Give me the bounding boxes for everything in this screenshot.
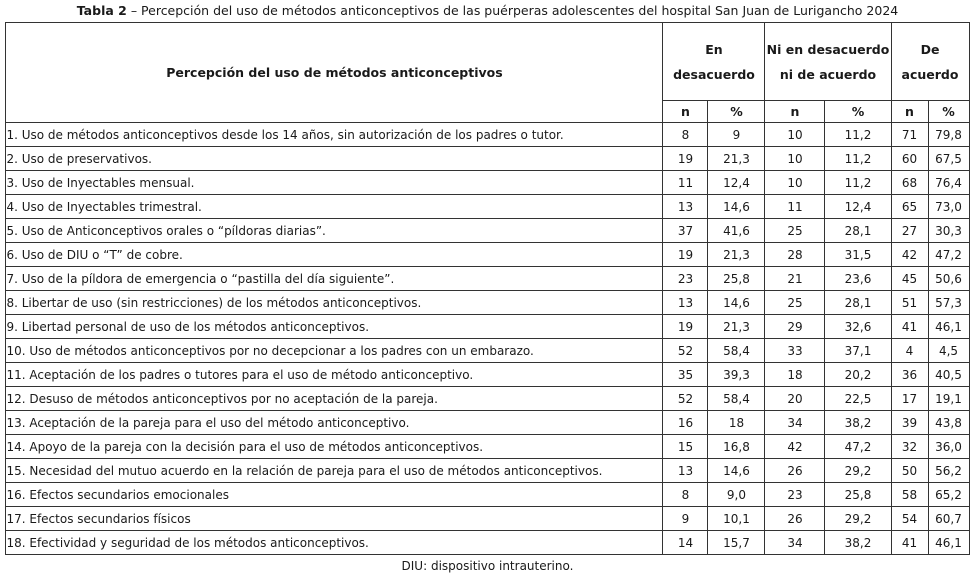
table-row bbox=[6, 195, 969, 219]
cell-value: 41,6 bbox=[708, 219, 765, 243]
cell-value: 21 bbox=[765, 267, 825, 291]
table-row bbox=[6, 171, 969, 195]
cell-value: 32,6 bbox=[825, 315, 891, 339]
subheader-n: n bbox=[891, 101, 928, 123]
cell-value: 47,2 bbox=[928, 243, 969, 267]
table-row bbox=[6, 387, 969, 411]
cell-value: 10 bbox=[765, 171, 825, 195]
cell-value: 20 bbox=[765, 387, 825, 411]
cell-value: 9 bbox=[663, 507, 708, 531]
cell-value: 46,1 bbox=[928, 315, 969, 339]
cell-value: 71 bbox=[891, 123, 928, 147]
table-row bbox=[6, 219, 969, 243]
row-label: 2. Uso de preservativos. bbox=[6, 147, 663, 171]
perception-table bbox=[5, 22, 969, 555]
cell-value: 28,1 bbox=[825, 219, 891, 243]
cell-value: 65 bbox=[891, 195, 928, 219]
cell-value: 21,3 bbox=[708, 147, 765, 171]
cell-value: 15,7 bbox=[708, 531, 765, 555]
cell-value: 28 bbox=[765, 243, 825, 267]
table-title bbox=[0, 3, 975, 18]
table-row bbox=[6, 315, 969, 339]
cell-value: 23,6 bbox=[825, 267, 891, 291]
cell-value: 60,7 bbox=[928, 507, 969, 531]
cell-value: 57,3 bbox=[928, 291, 969, 315]
cell-value: 4,5 bbox=[928, 339, 969, 363]
cell-value: 10,1 bbox=[708, 507, 765, 531]
cell-value: 39 bbox=[891, 411, 928, 435]
subheader-pct: % bbox=[708, 101, 765, 123]
cell-value: 14,6 bbox=[708, 195, 765, 219]
cell-value: 16 bbox=[663, 411, 708, 435]
cell-value: 8 bbox=[663, 123, 708, 147]
row-label: 17. Efectos secundarios físicos bbox=[6, 507, 663, 531]
table-body bbox=[6, 123, 969, 555]
row-label: 12. Desuso de métodos anticonceptivos por no aceptación de la pareja. bbox=[6, 387, 663, 411]
cell-value: 34 bbox=[765, 531, 825, 555]
row-label: 8. Libertar de uso (sin restricciones) de los métodos anticonceptivos. bbox=[6, 291, 663, 315]
row-label: 15. Necesidad del mutuo acuerdo en la relación de pareja para el uso de métodos anticonceptivos. bbox=[6, 459, 663, 483]
cell-value: 12,4 bbox=[825, 195, 891, 219]
cell-value: 41 bbox=[891, 315, 928, 339]
table-footnote: DIU: dispositivo intrauterino. bbox=[401, 559, 574, 573]
group-header-de-acuerdo: De acuerdo bbox=[891, 23, 969, 101]
cell-value: 33 bbox=[765, 339, 825, 363]
table-row bbox=[6, 459, 969, 483]
cell-value: 26 bbox=[765, 459, 825, 483]
table-title-label: Tabla 2 bbox=[76, 3, 127, 18]
table-row bbox=[6, 411, 969, 435]
cell-value: 8 bbox=[663, 483, 708, 507]
cell-value: 22,5 bbox=[825, 387, 891, 411]
cell-value: 37 bbox=[663, 219, 708, 243]
table-header bbox=[6, 23, 969, 123]
subheader-n: n bbox=[765, 101, 825, 123]
cell-value: 20,2 bbox=[825, 363, 891, 387]
cell-value: 12,4 bbox=[708, 171, 765, 195]
row-label: 3. Uso de Inyectables mensual. bbox=[6, 171, 663, 195]
cell-value: 11,2 bbox=[825, 147, 891, 171]
cell-value: 67,5 bbox=[928, 147, 969, 171]
cell-value: 45 bbox=[891, 267, 928, 291]
row-label: 13. Aceptación de la pareja para el uso del método anticonceptivo. bbox=[6, 411, 663, 435]
table-row bbox=[6, 507, 969, 531]
group-header-ni-en-desacuerdo-ni-de-acuerdo: Ni en desacuerdo ni de acuerdo bbox=[765, 23, 891, 101]
table-row bbox=[6, 147, 969, 171]
cell-value: 11 bbox=[765, 195, 825, 219]
cell-value: 10 bbox=[765, 147, 825, 171]
cell-value: 79,8 bbox=[928, 123, 969, 147]
cell-value: 41 bbox=[891, 531, 928, 555]
cell-value: 38,2 bbox=[825, 531, 891, 555]
cell-value: 43,8 bbox=[928, 411, 969, 435]
cell-value: 31,5 bbox=[825, 243, 891, 267]
cell-value: 14,6 bbox=[708, 459, 765, 483]
cell-value: 76,4 bbox=[928, 171, 969, 195]
subheader-pct: % bbox=[928, 101, 969, 123]
cell-value: 28,1 bbox=[825, 291, 891, 315]
row-label: 16. Efectos secundarios emocionales bbox=[6, 483, 663, 507]
group-header-en-desacuerdo: En desacuerdo bbox=[663, 23, 765, 101]
cell-value: 37,1 bbox=[825, 339, 891, 363]
cell-value: 36 bbox=[891, 363, 928, 387]
row-label: 9. Libertad personal de uso de los métodos anticonceptivos. bbox=[6, 315, 663, 339]
cell-value: 18 bbox=[765, 363, 825, 387]
subheader-pct: % bbox=[825, 101, 891, 123]
cell-value: 52 bbox=[663, 339, 708, 363]
cell-value: 14,6 bbox=[708, 291, 765, 315]
cell-value: 13 bbox=[663, 459, 708, 483]
cell-value: 39,3 bbox=[708, 363, 765, 387]
cell-value: 29 bbox=[765, 315, 825, 339]
cell-value: 25 bbox=[765, 219, 825, 243]
group-header-row bbox=[6, 23, 969, 101]
row-label: 14. Apoyo de la pareja con la decisión para el uso de métodos anticonceptivos. bbox=[6, 435, 663, 459]
cell-value: 42 bbox=[891, 243, 928, 267]
cell-value: 65,2 bbox=[928, 483, 969, 507]
cell-value: 52 bbox=[663, 387, 708, 411]
cell-value: 11 bbox=[663, 171, 708, 195]
cell-value: 9 bbox=[708, 123, 765, 147]
cell-value: 36,0 bbox=[928, 435, 969, 459]
cell-value: 19 bbox=[663, 315, 708, 339]
table-row bbox=[6, 531, 969, 555]
cell-value: 58 bbox=[891, 483, 928, 507]
cell-value: 11,2 bbox=[825, 171, 891, 195]
cell-value: 68 bbox=[891, 171, 928, 195]
table-row bbox=[6, 483, 969, 507]
cell-value: 73,0 bbox=[928, 195, 969, 219]
row-label: 6. Uso de DIU o “T” de cobre. bbox=[6, 243, 663, 267]
cell-value: 60 bbox=[891, 147, 928, 171]
cell-value: 19 bbox=[663, 147, 708, 171]
cell-value: 29,2 bbox=[825, 459, 891, 483]
cell-value: 21,3 bbox=[708, 243, 765, 267]
cell-value: 38,2 bbox=[825, 411, 891, 435]
cell-value: 10 bbox=[765, 123, 825, 147]
cell-value: 21,3 bbox=[708, 315, 765, 339]
cell-value: 30,3 bbox=[928, 219, 969, 243]
table-row bbox=[6, 123, 969, 147]
cell-value: 27 bbox=[891, 219, 928, 243]
cell-value: 29,2 bbox=[825, 507, 891, 531]
cell-value: 42 bbox=[765, 435, 825, 459]
cell-value: 19 bbox=[663, 243, 708, 267]
cell-value: 58,4 bbox=[708, 339, 765, 363]
row-label: 7. Uso de la píldora de emergencia o “pastilla del día siguiente”. bbox=[6, 267, 663, 291]
cell-value: 54 bbox=[891, 507, 928, 531]
cell-value: 32 bbox=[891, 435, 928, 459]
cell-value: 18 bbox=[708, 411, 765, 435]
cell-value: 56,2 bbox=[928, 459, 969, 483]
table-row bbox=[6, 291, 969, 315]
cell-value: 50,6 bbox=[928, 267, 969, 291]
cell-value: 25,8 bbox=[825, 483, 891, 507]
cell-value: 58,4 bbox=[708, 387, 765, 411]
row-label: 1. Uso de métodos anticonceptivos desde los 14 años, sin autorización de los padres o tutor. bbox=[6, 123, 663, 147]
table-row bbox=[6, 435, 969, 459]
row-label: 18. Efectividad y seguridad de los métodos anticonceptivos. bbox=[6, 531, 663, 555]
cell-value: 35 bbox=[663, 363, 708, 387]
cell-value: 9,0 bbox=[708, 483, 765, 507]
table-row bbox=[6, 267, 969, 291]
cell-value: 26 bbox=[765, 507, 825, 531]
row-label: 10. Uso de métodos anticonceptivos por no decepcionar a los padres con un embarazo. bbox=[6, 339, 663, 363]
cell-value: 19,1 bbox=[928, 387, 969, 411]
table-row bbox=[6, 243, 969, 267]
cell-value: 23 bbox=[765, 483, 825, 507]
cell-value: 50 bbox=[891, 459, 928, 483]
column-header-perception: Percepción del uso de métodos anticonceptivos bbox=[6, 23, 663, 123]
cell-value: 13 bbox=[663, 195, 708, 219]
cell-value: 46,1 bbox=[928, 531, 969, 555]
cell-value: 25,8 bbox=[708, 267, 765, 291]
cell-value: 11,2 bbox=[825, 123, 891, 147]
table-title-text: – Percepción del uso de métodos anticonceptivos de las puérperas adolescentes del hospital San Juan de Lurigancho 2024 bbox=[126, 3, 899, 18]
row-label: 5. Uso de Anticonceptivos orales o “píldoras diarias”. bbox=[6, 219, 663, 243]
row-label: 4. Uso de Inyectables trimestral. bbox=[6, 195, 663, 219]
row-label: 11. Aceptación de los padres o tutores para el uso de método anticonceptivo. bbox=[6, 363, 663, 387]
cell-value: 13 bbox=[663, 291, 708, 315]
cell-value: 25 bbox=[765, 291, 825, 315]
cell-value: 17 bbox=[891, 387, 928, 411]
cell-value: 4 bbox=[891, 339, 928, 363]
cell-value: 34 bbox=[765, 411, 825, 435]
cell-value: 47,2 bbox=[825, 435, 891, 459]
cell-value: 51 bbox=[891, 291, 928, 315]
cell-value: 14 bbox=[663, 531, 708, 555]
cell-value: 16,8 bbox=[708, 435, 765, 459]
table-row bbox=[6, 363, 969, 387]
subheader-n: n bbox=[663, 101, 708, 123]
table-row bbox=[6, 339, 969, 363]
cell-value: 40,5 bbox=[928, 363, 969, 387]
cell-value: 23 bbox=[663, 267, 708, 291]
cell-value: 15 bbox=[663, 435, 708, 459]
